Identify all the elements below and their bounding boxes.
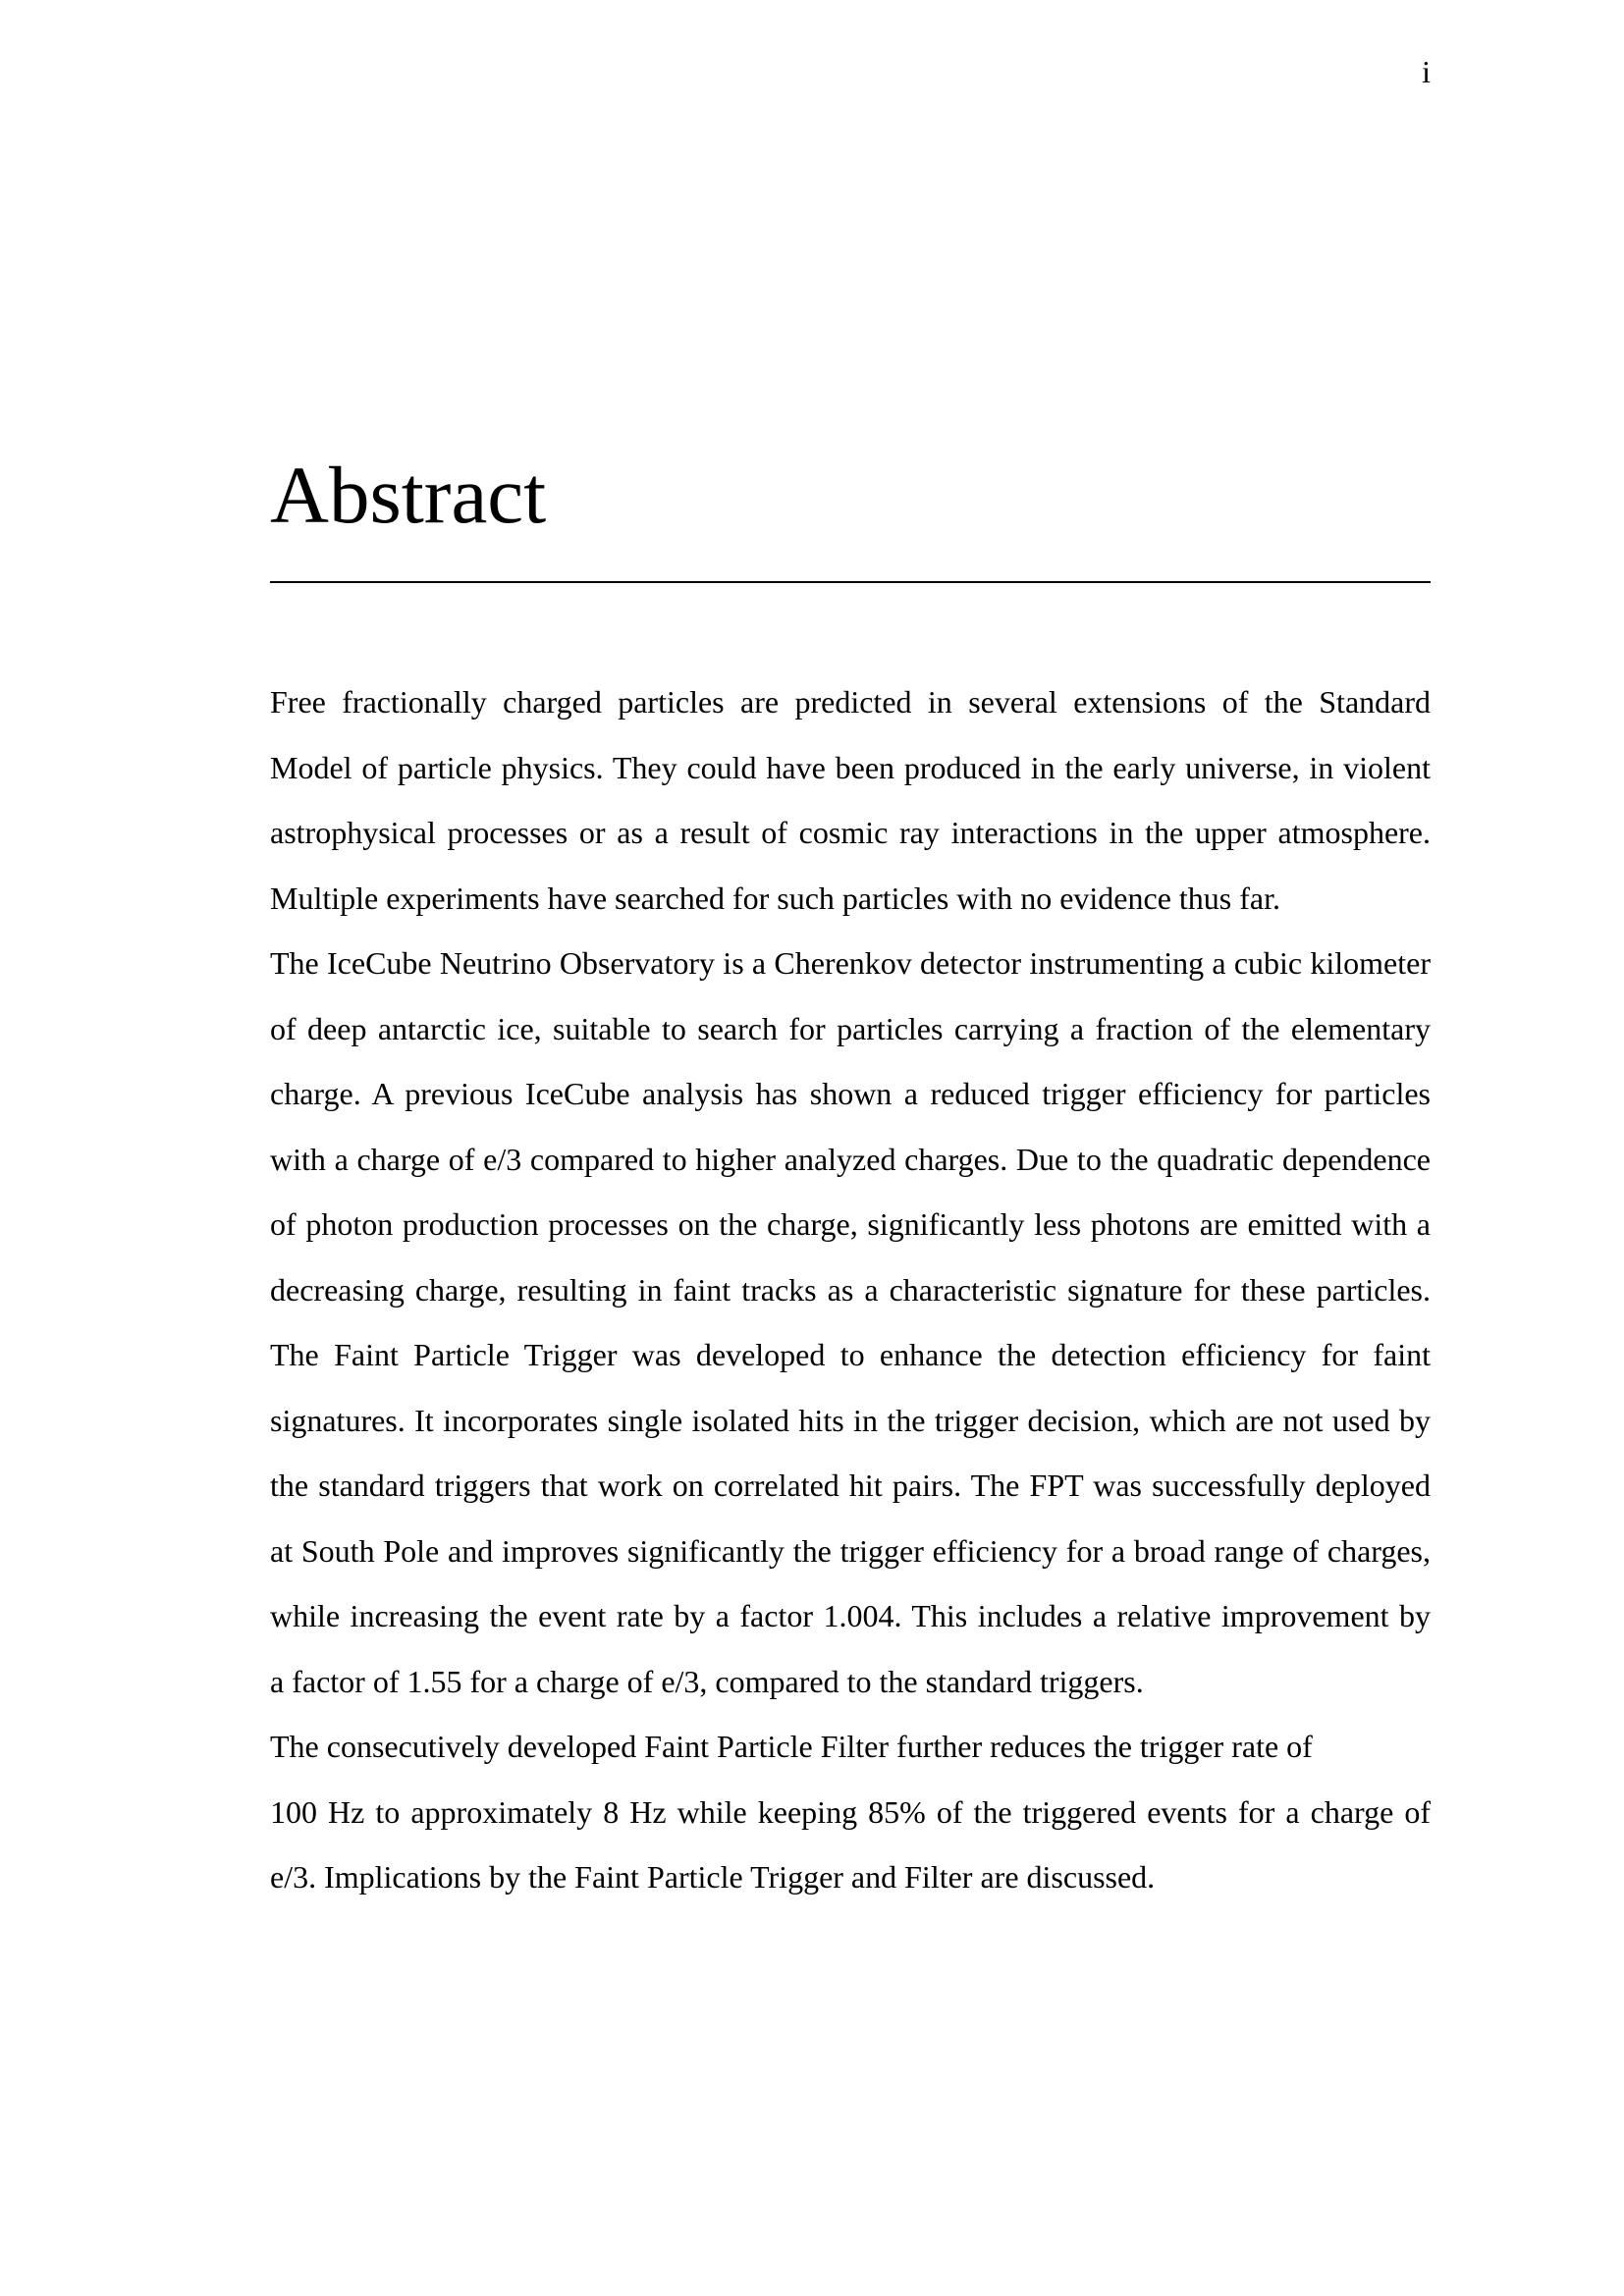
text-line: while increasing the event rate by a factor 1.004. This includes a relative improvement by <box>270 1598 1431 1633</box>
text-line: The Faint Particle Trigger was developed to enhance the detection efficiency for faint <box>270 1337 1431 1372</box>
text-line: Multiple experiments have searched for such particles with no evidence thus far. <box>270 880 1280 916</box>
page-number: i <box>1422 54 1431 89</box>
text-line: The IceCube Neutrino Observatory is a Cherenkov detector instrumenting a cubic kilometer <box>270 945 1431 981</box>
text-line: of deep antarctic ice, suitable to search for particles carrying a fraction of the elementary <box>270 1010 1431 1046</box>
chapter-title: Abstract <box>270 450 547 540</box>
text-line: 100 Hz to approximately 8 Hz while keeping 85% of the triggered events for a charge of <box>270 1793 1431 1830</box>
title-rule <box>270 581 1431 583</box>
text-line: astrophysical processes or as a result of cosmic ray interactions in the upper atmosphere. <box>270 815 1431 850</box>
text-line: at South Pole and improves significantly the trigger efficiency for a broad range of charges, <box>270 1532 1431 1569</box>
text-line: Model of particle physics. They could have been produced in the early universe, in violent <box>270 749 1431 785</box>
text-line: a factor of 1.55 for a charge of e/3, compared to the standard triggers. <box>270 1663 1144 1699</box>
text-line: of photon production processes on the charge, significantly less photons are emitted with a <box>270 1206 1431 1242</box>
text-line: charge. A previous IceCube analysis has shown a reduced trigger efficiency for particles <box>270 1076 1431 1111</box>
text-line: with a charge of e/3 compared to higher analyzed charges. Due to the quadratic dependence <box>270 1141 1431 1177</box>
abstract-text <box>270 669 1431 1910</box>
text-line: e/3. Implications by the Faint Particle Trigger and Filter are discussed. <box>270 1859 1156 1895</box>
text-line: Free fractionally charged particles are predicted in several extensions of the Standard <box>270 684 1431 720</box>
text-line: The consecutively developed Faint Particle Filter further reduces the trigger rate of <box>270 1729 1313 1764</box>
text-line: signatures. It incorporates single isolated hits in the trigger decision, which are not used by <box>270 1402 1431 1438</box>
text-line: the standard triggers that work on correlated hit pairs. The FPT was successfully deployed <box>270 1468 1431 1503</box>
text-line: decreasing charge, resulting in faint tracks as a characteristic signature for these particles. <box>270 1271 1431 1308</box>
